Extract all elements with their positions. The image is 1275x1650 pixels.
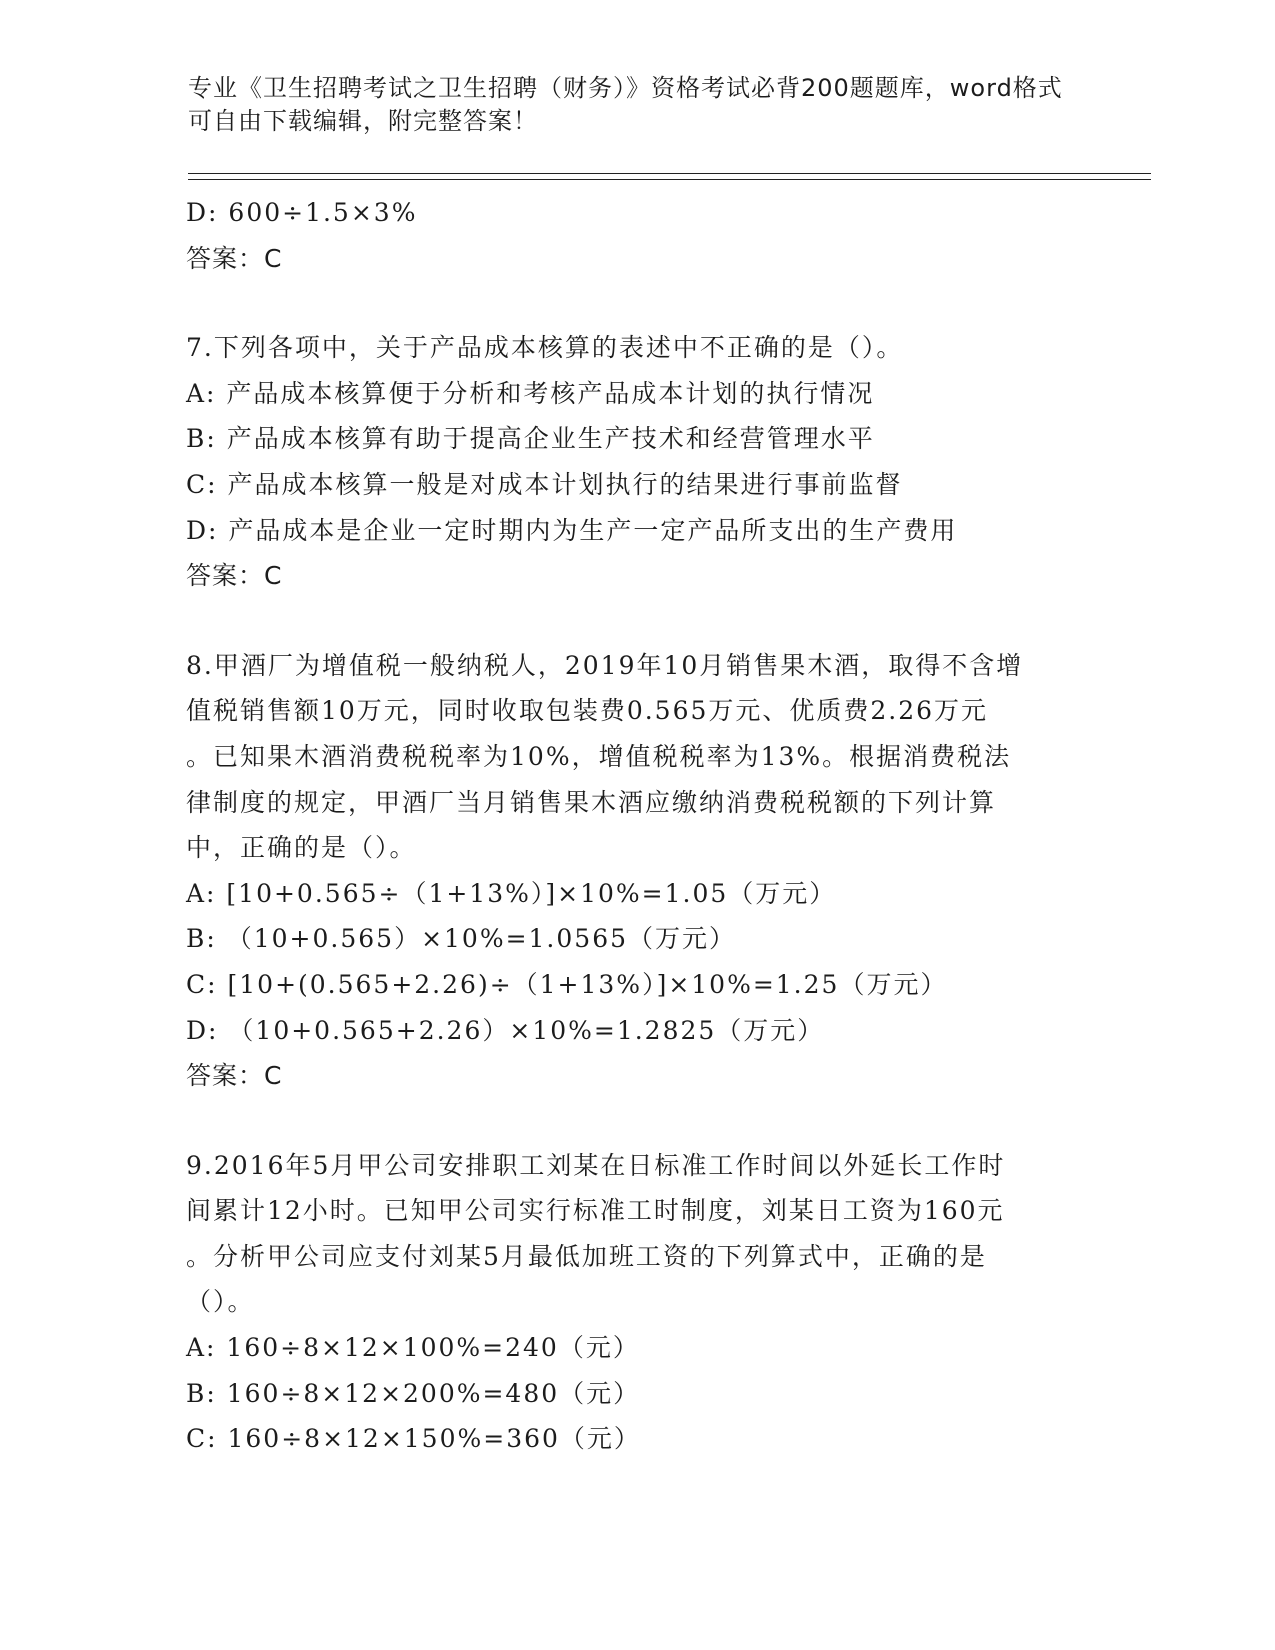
header-rule-top xyxy=(188,173,1151,174)
question-9 xyxy=(186,1143,1086,1462)
question-stem-line: 。分析甲公司应支付刘某5月最低加班工资的下列算式中，正确的是 xyxy=(186,1241,987,1271)
question-stem-line: （）。 xyxy=(186,1287,255,1317)
question-stem xyxy=(186,1143,1086,1325)
header-title-line-2: 可自由下载编辑，附完整答案！ xyxy=(188,107,538,135)
option-b: B: 产品成本核算有助于提高企业生产技术和经营管理水平 xyxy=(186,424,875,454)
question-stem xyxy=(186,325,1086,371)
option-a: A: 产品成本核算便于分析和考核产品成本计划的执行情况 xyxy=(186,378,875,408)
option-c: C: 产品成本核算一般是对成本计划执行的结果进行事前监督 xyxy=(186,469,903,499)
option-c: C: [10+(0.565+2.26)÷（1+13%）]×10%=1.25（万元） xyxy=(186,969,948,999)
header-title-line-1: 专业《卫生招聘考试之卫生招聘（财务）》资格考试必背200题题库，word格式 xyxy=(188,74,1063,102)
option-a: A: 160÷8×12×100%=240（元） xyxy=(186,1333,640,1363)
option-d: D: 产品成本是企业一定时期内为生产一定产品所支出的生产费用 xyxy=(186,515,958,545)
option-b: B: 160÷8×12×200%=480（元） xyxy=(186,1378,641,1408)
question-7 xyxy=(186,325,1086,599)
option-d: D: 600÷1.5×3% xyxy=(186,198,418,227)
question-8 xyxy=(186,643,1086,1099)
option-a: A: [10+0.565÷（1+13%）]×10%=1.05（万元） xyxy=(186,878,837,908)
question-stem-line: 9.2016年5月甲公司安排职工刘某在日标准工作时间以外延长工作时 xyxy=(186,1150,1006,1180)
question-stem-line: 值税销售额10万元，同时收取包装费0.565万元、优质费2.26万元 xyxy=(186,696,989,726)
question-stem xyxy=(186,643,1086,871)
question-stem-line: 8.甲酒厂为增值税一般纳税人，2019年10月销售果木酒，取得不含增 xyxy=(186,650,1024,680)
question-stem-line: 中，正确的是（）。 xyxy=(186,833,417,863)
answer-line: 答案：C xyxy=(186,243,283,273)
question-stem-line: 7.下列各项中，关于产品成本核算的表述中不正确的是（）。 xyxy=(186,333,904,363)
option-b: B: （10+0.565）×10%=1.0565（万元） xyxy=(186,924,737,954)
answer-line: 答案：C xyxy=(186,561,283,591)
header-rule-bottom xyxy=(188,179,1151,180)
question-stem-line: 间累计12小时。已知甲公司实行标准工时制度，刘某日工资为160元 xyxy=(186,1196,1005,1226)
question-6-tail xyxy=(186,190,1086,281)
question-stem-line: 律制度的规定，甲酒厂当月销售果木酒应缴纳消费税税额的下列计算 xyxy=(186,787,997,817)
option-c: C: 160÷8×12×150%=360（元） xyxy=(186,1424,641,1454)
document-header xyxy=(188,72,1088,138)
option-d: D: （10+0.565+2.26）×10%=1.2825（万元） xyxy=(186,1015,825,1045)
answer-line: 答案：C xyxy=(186,1061,283,1091)
question-stem-line: 。已知果木酒消费税税率为10%，增值税税率为13%。根据消费税法 xyxy=(186,741,1012,771)
document-body xyxy=(186,190,1086,1462)
